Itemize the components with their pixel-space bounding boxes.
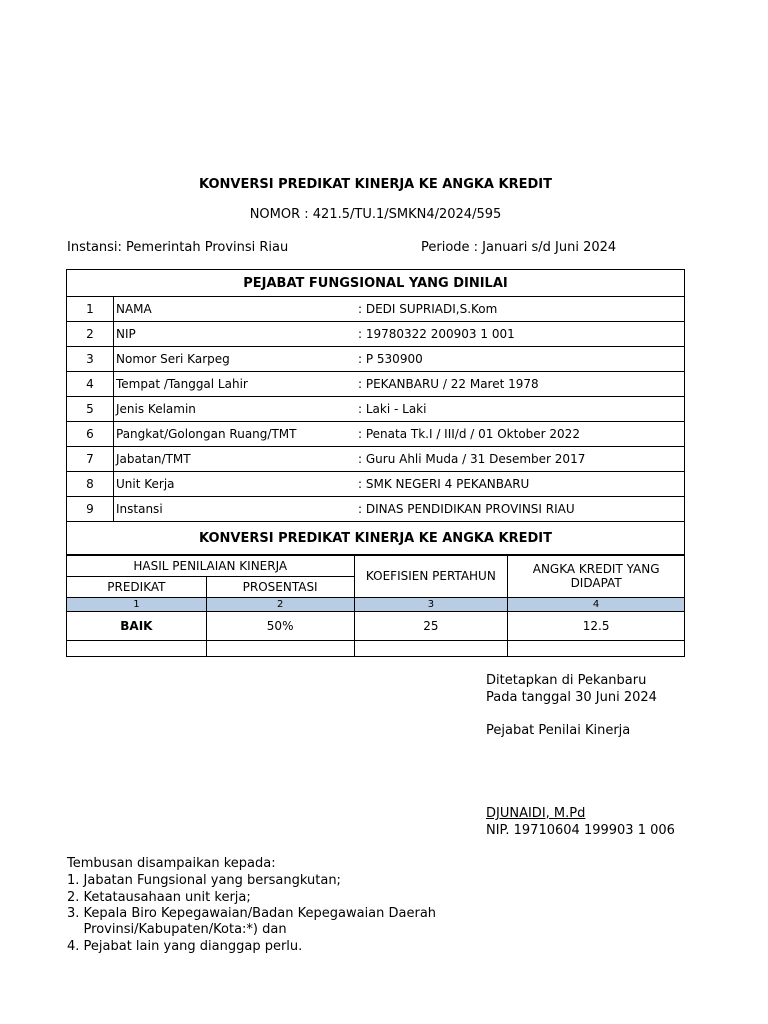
koefisien-value: 25 (354, 612, 508, 641)
row-value: : Penata Tk.I / III/d / 01 Oktober 2022 (356, 422, 685, 447)
row-label: Nomor Seri Karpeg (114, 347, 357, 372)
row-number: 1 (67, 297, 114, 322)
row-number: 4 (67, 372, 114, 397)
predikat-value: BAIK (67, 612, 207, 641)
empty-cell (67, 641, 207, 657)
list-item: 4. Pejabat lain yang dianggap perlu. (67, 939, 303, 954)
table-row (67, 612, 685, 641)
row-label: NAMA (114, 297, 357, 322)
row-number: 9 (67, 497, 114, 522)
row-label: Tempat /Tanggal Lahir (114, 372, 357, 397)
konversi-heading: KONVERSI PREDIKAT KINERJA KE ANGKA KREDIT (67, 522, 685, 556)
row-label: Unit Kerja (114, 472, 357, 497)
row-number: 2 (67, 322, 114, 347)
row-value: : Guru Ahli Muda / 31 Desember 2017 (356, 447, 685, 472)
predikat-header: PREDIKAT (67, 577, 207, 598)
table-row (67, 397, 685, 422)
row-label: Pangkat/Golongan Ruang/TMT (114, 422, 357, 447)
prosentasi-header: PROSENTASI (206, 577, 354, 598)
list-item: 3. Kepala Biro Kepegawaian/Badan Kepegawaian Daerah (67, 906, 437, 921)
nama-penilai: DJUNAIDI, M.Pd (486, 806, 586, 821)
table-row (67, 372, 685, 397)
prosentasi-value: 50% (206, 612, 354, 641)
column-number: 4 (508, 598, 685, 612)
row-label: Jabatan/TMT (114, 447, 357, 472)
row-value: : PEKANBARU / 22 Maret 1978 (356, 372, 685, 397)
pejabat-table (66, 269, 685, 556)
row-label: NIP (114, 322, 357, 347)
row-value: : P 530900 (356, 347, 685, 372)
ditetapkan-text: Ditetapkan di Pekanbaru (486, 673, 647, 688)
row-value: : DEDI SUPRIADI,S.Kom (356, 297, 685, 322)
table-row (67, 347, 685, 372)
konversi-table (66, 554, 685, 657)
row-number: 3 (67, 347, 114, 372)
list-item: Provinsi/Kabupaten/Kota:*) dan (67, 922, 287, 937)
table-row (67, 422, 685, 447)
row-value: : SMK NEGERI 4 PEKANBARU (356, 472, 685, 497)
document-title: KONVERSI PREDIKAT KINERJA KE ANGKA KREDIT (199, 177, 552, 192)
empty-cell (354, 641, 508, 657)
tembusan-heading: Tembusan disampaikan kepada: (67, 856, 276, 871)
pejabat-heading: PEJABAT FUNGSIONAL YANG DINILAI (67, 270, 685, 297)
row-number: 7 (67, 447, 114, 472)
hasil-penilaian-header: HASIL PENILAIAN KINERJA (67, 555, 355, 577)
table-row (67, 297, 685, 322)
table-row (67, 447, 685, 472)
angka-kredit-value: 12.5 (508, 612, 685, 641)
row-label: Instansi (114, 497, 357, 522)
jabatan-penilai: Pejabat Penilai Kinerja (486, 723, 631, 738)
instansi-label: Instansi: Pemerintah Provinsi Riau (67, 240, 289, 255)
row-label: Jenis Kelamin (114, 397, 357, 422)
empty-cell (206, 641, 354, 657)
list-item: 1. Jabatan Fungsional yang bersangkutan; (67, 873, 341, 888)
column-number: 3 (354, 598, 508, 612)
row-value: : Laki - Laki (356, 397, 685, 422)
table-row (67, 472, 685, 497)
nip-penilai: NIP. 19710604 199903 1 006 (486, 823, 675, 838)
angka-kredit-header: ANGKA KREDIT YANG DIDAPAT (508, 555, 685, 598)
empty-cell (508, 641, 685, 657)
row-number: 8 (67, 472, 114, 497)
document-number: NOMOR : 421.5/TU.1/SMKN4/2024/595 (249, 207, 502, 222)
list-item: 2. Ketatausahaan unit kerja; (67, 890, 251, 905)
koefisien-header: KOEFISIEN PERTAHUN (354, 555, 508, 598)
row-number: 6 (67, 422, 114, 447)
row-value: : 19780322 200903 1 001 (356, 322, 685, 347)
tanggal-text: Pada tanggal 30 Juni 2024 (486, 690, 657, 705)
column-number: 2 (206, 598, 354, 612)
periode-label: Periode : Januari s/d Juni 2024 (421, 240, 617, 255)
row-value: : DINAS PENDIDIKAN PROVINSI RIAU (356, 497, 685, 522)
row-number: 5 (67, 397, 114, 422)
table-row (67, 641, 685, 657)
column-number: 1 (67, 598, 207, 612)
table-row (67, 497, 685, 522)
table-row (67, 322, 685, 347)
